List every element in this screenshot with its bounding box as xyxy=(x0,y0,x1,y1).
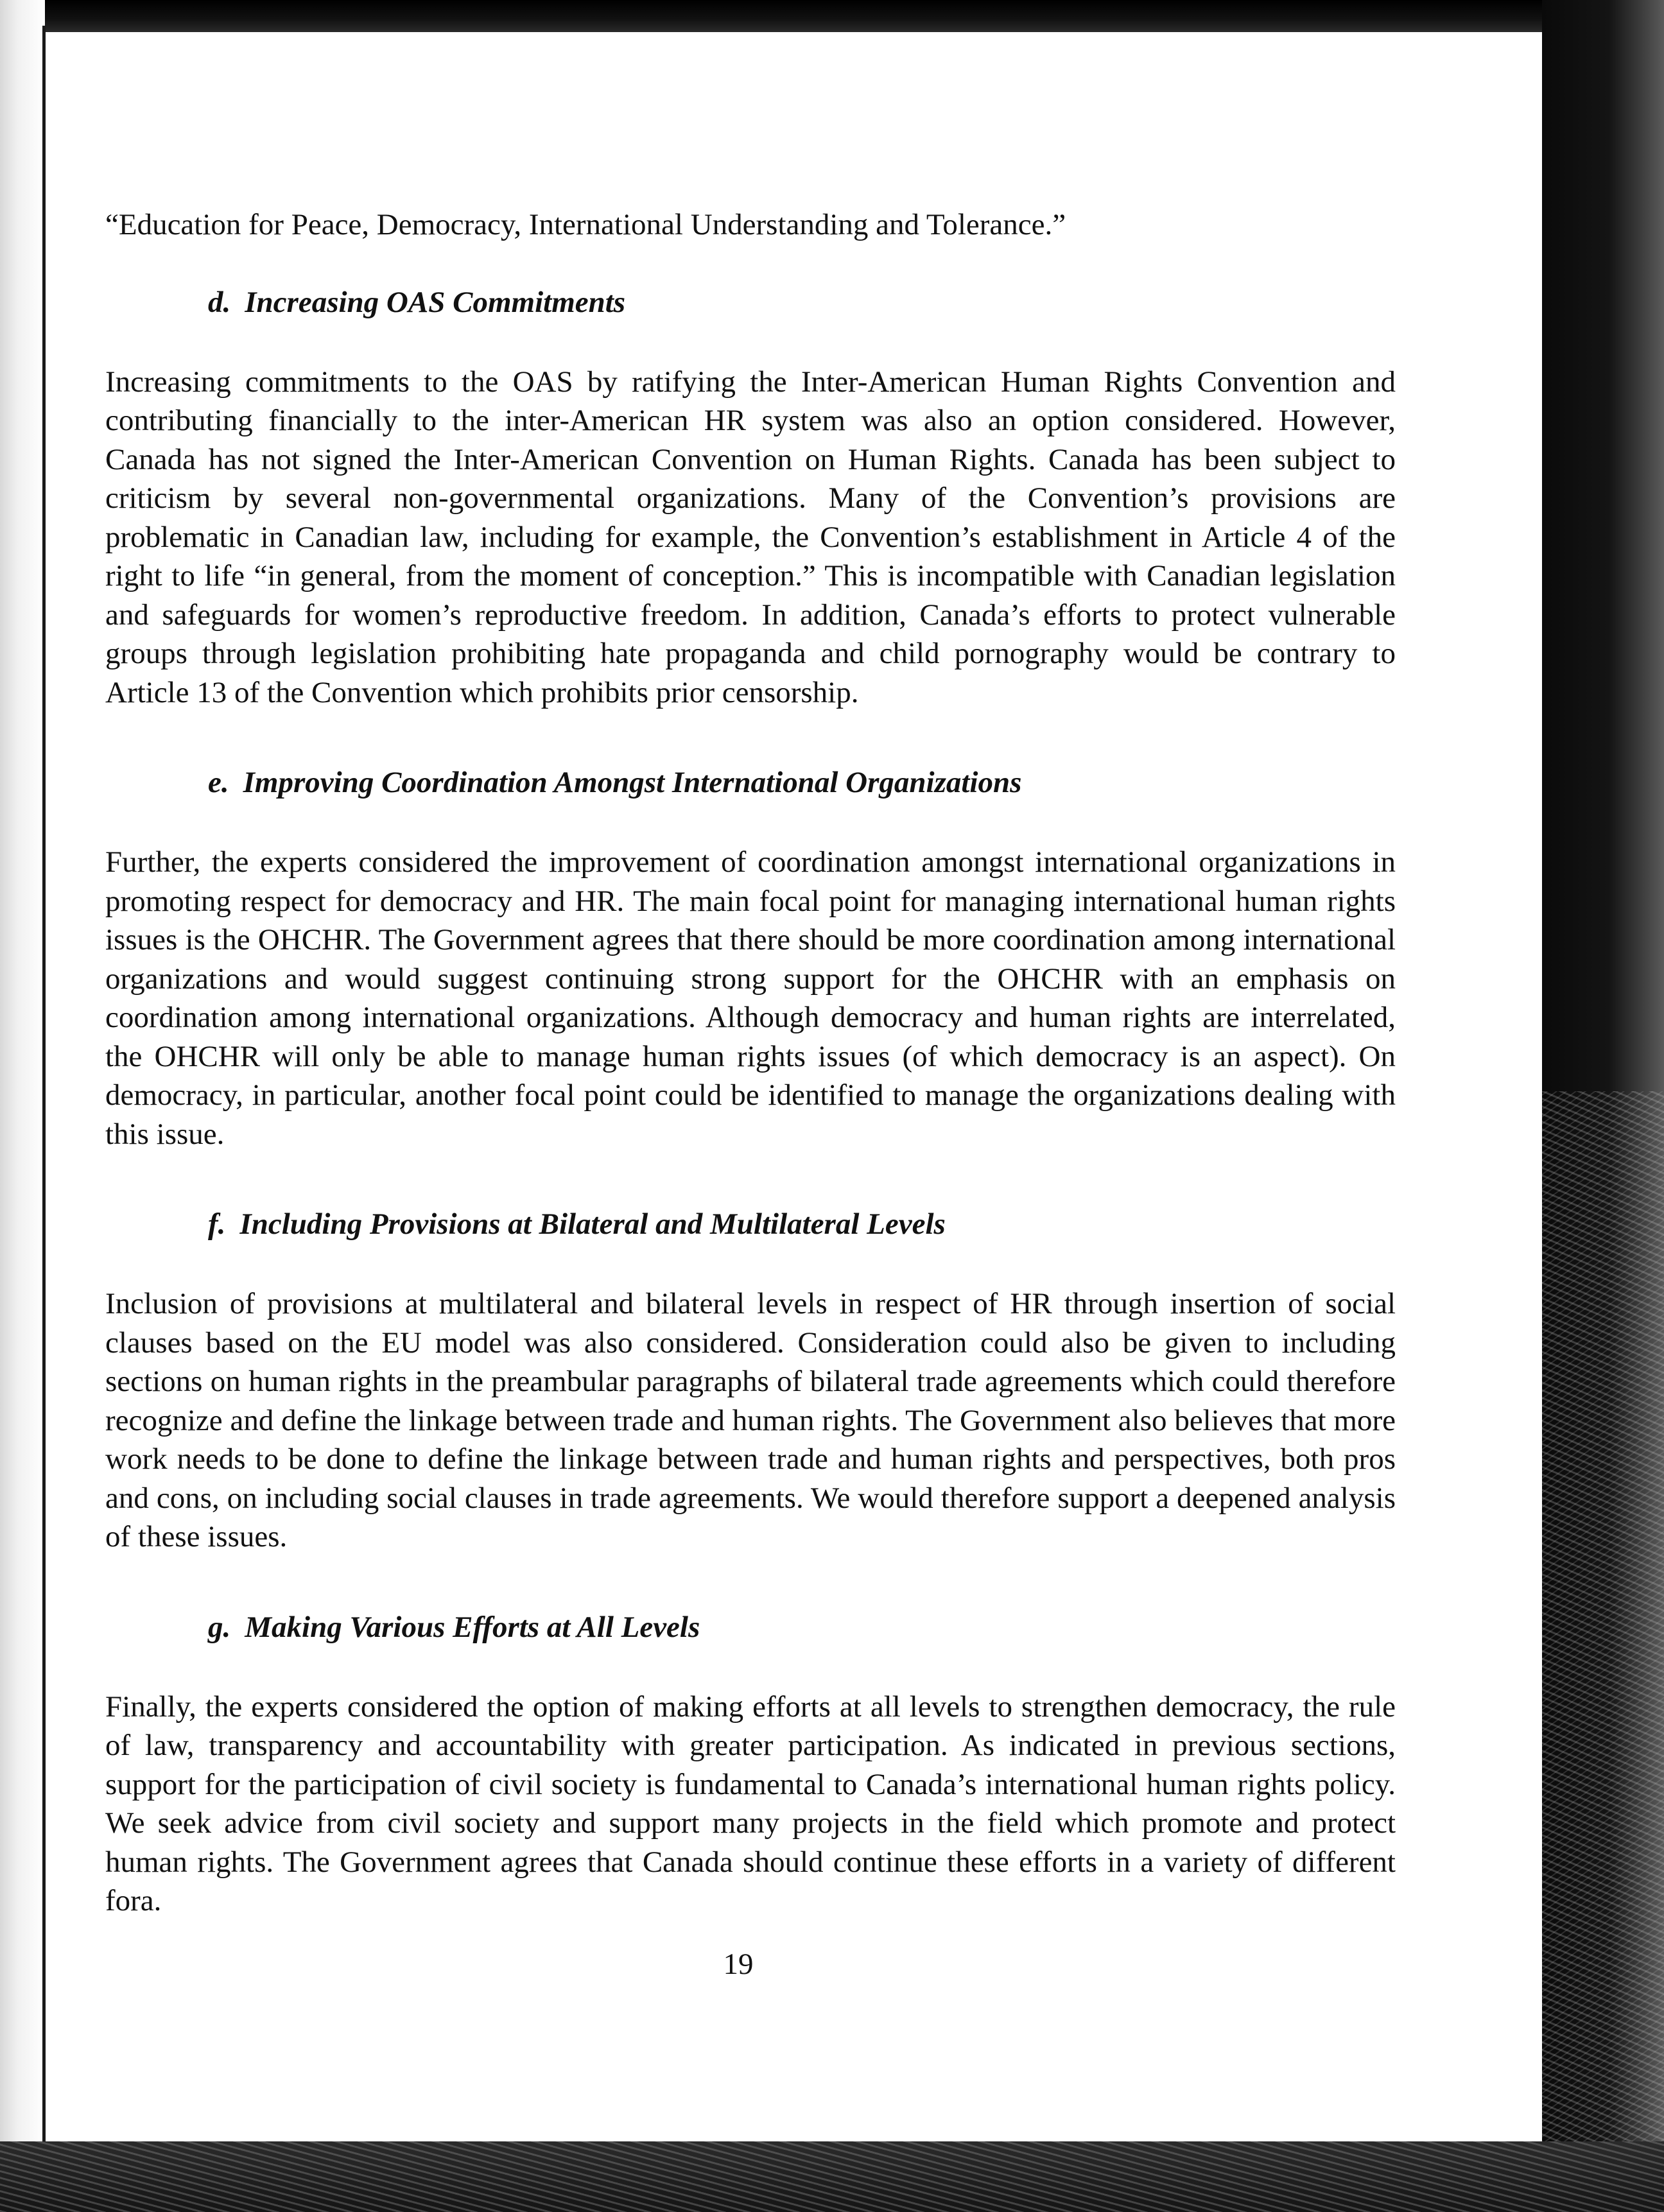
scan-noise-right xyxy=(1542,1091,1664,2212)
section-heading xyxy=(105,1205,1396,1243)
section-letter: d. xyxy=(208,285,231,319)
page-number: 19 xyxy=(723,1948,754,1981)
scan-border-left xyxy=(0,0,45,2212)
section-e xyxy=(105,763,1396,1154)
scan-border-top xyxy=(0,0,1664,32)
scan-binding-line xyxy=(42,26,46,2170)
section-heading xyxy=(105,1608,1396,1646)
section-title: Improving Coordination Amongst International Organizations xyxy=(243,766,1022,799)
section-heading xyxy=(105,763,1396,802)
section-letter: e. xyxy=(208,766,229,799)
section-d xyxy=(105,283,1396,713)
section-title: Including Provisions at Bilateral and Multilateral Levels xyxy=(239,1207,946,1241)
intro-paragraph: “Education for Peace, Democracy, International Understanding and Tolerance.” xyxy=(105,208,1066,241)
section-g xyxy=(105,1608,1396,1921)
section-letter: g. xyxy=(208,1610,231,1644)
section-title: Making Various Efforts at All Levels xyxy=(245,1610,700,1644)
section-body: Finally, the experts considered the option of making efforts at all levels to strengthen democracy, the rule of law, transparency and accountability with greater participation. As indicated in previous sections, support for the participation of civil society is fundamental to Canada’s international human rights policy. We seek advice from civil society and support many projects in the field which promote and protect human rights. The Government agrees that Canada should continue these efforts in a variety of different fora. xyxy=(105,1689,1396,1917)
section-title: Increasing OAS Commitments xyxy=(245,285,626,319)
section-heading xyxy=(105,283,1396,322)
section-f xyxy=(105,1205,1396,1557)
section-body: Inclusion of provisions at multilateral and bilateral levels in respect of HR through insertion of social clauses based on the EU model was also considered. Consideration could also be given to including sections on human rights in the preambular paragraphs of bilateral trade agreements which could therefore recognize and define the linkage between trade and human rights. The Government also believes that more work needs to be done to define the linkage between trade and human rights and perspectives, both pros and cons, on including social clauses in trade agreements. We would therefore support a deepened analysis of these issues. xyxy=(105,1287,1396,1553)
document-page xyxy=(105,205,1396,1972)
section-letter: f. xyxy=(208,1207,226,1241)
section-body: Increasing commitments to the OAS by ratifying the Inter-American Human Rights Convention and contributing financially to the inter-American HR system was also an option considered. However, Canada has not signed the Inter-American Convention on Human Rights. Canada has been subject to criticism by several non-governmental organizations. Many of the Convention’s provisions are problematic in Canadian law, including for example, the Convention’s establishment in Article 4 of the right to life “in general, from the moment of conception.” This is incompatible with Canadian legislation and safeguards for women’s reproductive freedom. In addition, Canada’s efforts to protect vulnerable groups through legislation prohibiting hate propaganda and child pornography would be contrary to Article 13 of the Convention which prohibits prior censorship. xyxy=(105,365,1396,709)
section-body: Further, the experts considered the improvement of coordination amongst international organizations in promoting respect for democracy and HR. The main focal point for managing international human rights issues is the OHCHR. The Government agrees that there should be more coordination among international organizations and would suggest continuing strong support for the OHCHR with an emphasis on coordination among international organizations. Although democracy and human rights are interrelated, the OHCHR will only be able to manage human rights issues (of which democracy is an aspect). On democracy, in particular, another focal point could be identified to manage the organizations dealing with this issue. xyxy=(105,845,1396,1151)
scan-border-bottom xyxy=(0,2141,1664,2212)
